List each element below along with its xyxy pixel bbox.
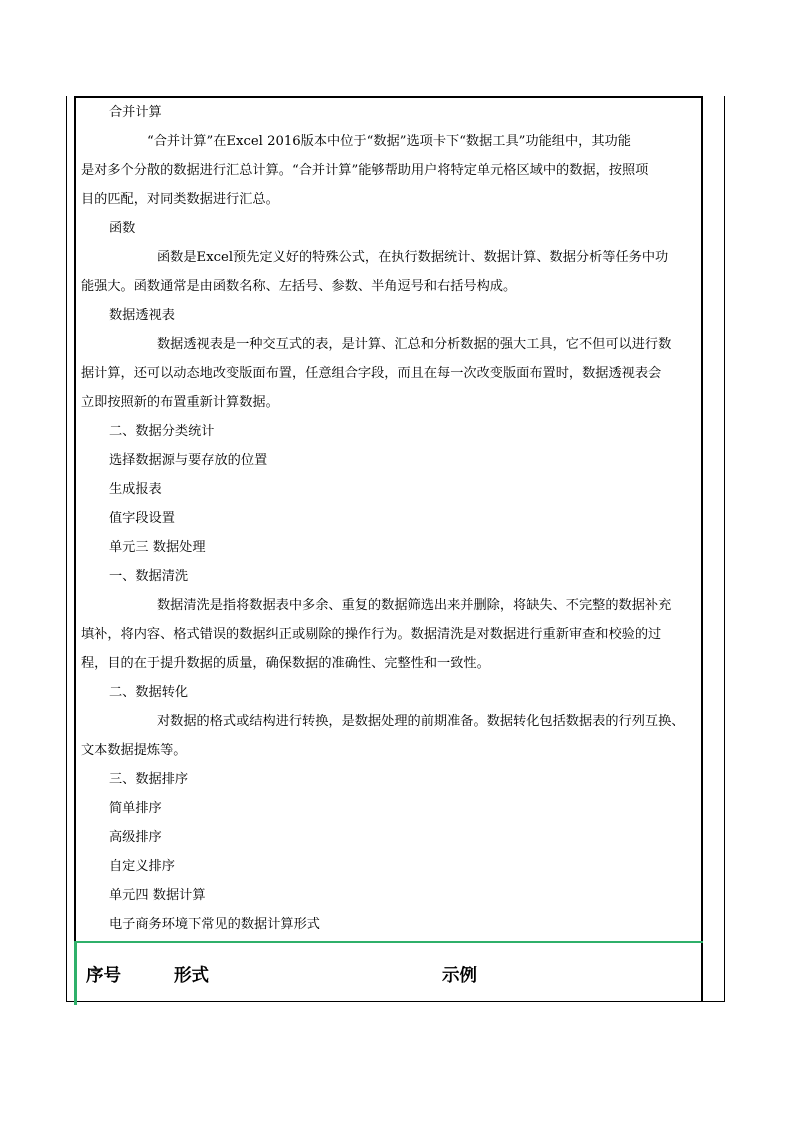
- heading-cleaning: 一、数据清洗: [109, 569, 189, 584]
- paragraph-line: 是对多个分散的数据进行汇总计算。“合并计算”能够帮助用户将特定单元格区域中的数据，按照项: [81, 163, 649, 178]
- list-item: 简单排序: [109, 801, 162, 816]
- list-item: 选择数据源与要存放的位置: [109, 453, 268, 468]
- list-item: 高级排序: [109, 830, 162, 845]
- list-item: 自定义排序: [109, 859, 175, 874]
- paragraph-line: 目的匹配，对同类数据进行汇总。: [81, 192, 279, 207]
- paragraph-line: 数据清洗是指将数据表中多余、重复的数据筛选出来并删除，将缺失、不完整的数据补充: [157, 598, 672, 613]
- heading-sorting: 三、数据排序: [109, 772, 189, 787]
- table-header-index: 序号: [86, 966, 121, 986]
- paragraph-line: 文本数据提炼等。: [81, 743, 187, 758]
- table-header-form: 形式: [174, 966, 209, 986]
- heading-function: 函数: [109, 221, 136, 236]
- paragraph-line: 数据透视表是一种交互式的表，是计算、汇总和分析数据的强大工具，它不但可以进行数: [157, 337, 672, 352]
- paragraph-line: 填补，将内容、格式错误的数据纠正或剔除的操作行为。数据清洗是对数据进行重新审查和校验的过: [81, 627, 662, 642]
- list-item: 值字段设置: [109, 511, 175, 526]
- table-header-box: [74, 941, 703, 1005]
- paragraph-line: 据计算，还可以动态地改变版面布置，任意组合字段，而且在每一次改变版面布置时，数据透视表会: [81, 366, 662, 381]
- heading-unit-4: 单元四 数据计算: [109, 888, 206, 903]
- heading-classification: 二、数据分类统计: [109, 424, 215, 439]
- paragraph-line: “合并计算”在Excel 2016版本中位于“数据”选项卡下“数据工具”功能组中，其功能: [147, 134, 631, 149]
- heading-calculation-forms: 电子商务环境下常见的数据计算形式: [109, 917, 320, 932]
- heading-consolidate: 合并计算: [109, 105, 162, 120]
- paragraph-line: 程，目的在于提升数据的质量，确保数据的准确性、完整性和一致性。: [81, 656, 490, 671]
- paragraph-line: 对数据的格式或结构进行转换，是数据处理的前期准备。数据转化包括数据表的行列互换、: [157, 714, 685, 729]
- table-header-example: 示例: [442, 966, 477, 986]
- heading-conversion: 二、数据转化: [109, 685, 189, 700]
- list-item: 生成报表: [109, 482, 162, 497]
- paragraph-line: 立即按照新的布置重新计算数据。: [81, 395, 279, 410]
- heading-unit-3: 单元三 数据处理: [109, 540, 206, 555]
- heading-pivot-table: 数据透视表: [109, 308, 175, 323]
- paragraph-line: 能强大。函数通常是由函数名称、左括号、参数、半角逗号和右括号构成。: [81, 279, 517, 294]
- paragraph-line: 函数是Excel预先定义好的特殊公式，在执行数据统计、数据计算、数据分析等任务中功: [157, 250, 669, 265]
